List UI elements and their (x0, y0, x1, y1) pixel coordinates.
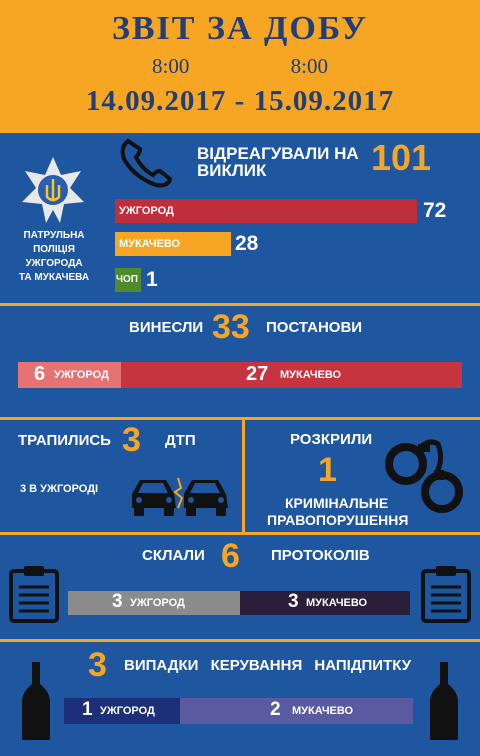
crimes-line1: КРИМІНАЛЬНЕ (285, 495, 389, 511)
time-range (0, 54, 480, 79)
resolutions-label-mukachevo: МУКАЧЕВО (280, 369, 342, 381)
protocols-label-mukachevo: МУКАЧЕВО (306, 597, 368, 609)
crimes-panel (245, 420, 480, 532)
clipboard-icon-right (420, 565, 472, 623)
drunk-driving-panel (0, 642, 480, 756)
org-label: ПАТРУЛЬНА ПОЛІЦІЯ УЖГОРОДА ТА МУКАЧЕВА (18, 230, 90, 283)
phone-icon (118, 137, 174, 189)
calls-bar-chop: ЧОП (115, 268, 141, 292)
protocols-bar-uzhhorod (68, 591, 240, 615)
resolutions-bar-mukachevo (121, 362, 462, 388)
protocols-value-mukachevo: 3 (288, 591, 299, 612)
accidents-panel (0, 420, 242, 532)
time-to: 8:00 (290, 54, 328, 78)
protocols-bar-mukachevo (240, 591, 410, 615)
resolutions-value-mukachevo: 27 (246, 363, 269, 385)
drunk-label-uzhhorod: УЖГОРОД (100, 705, 155, 717)
resolutions-prefix: ВИНЕСЛИ (129, 319, 204, 336)
calls-value-uzhhorod: 72 (423, 199, 447, 222)
accidents-suffix: ДТП (165, 432, 196, 449)
protocols-suffix: ПРОТОКОЛІВ (271, 547, 370, 564)
calls-title: ВІДРЕАГУВАЛИ НА ВИКЛИК (197, 144, 359, 180)
crimes-prefix: РОЗКРИЛИ (290, 431, 373, 448)
resolutions-total: 33 (212, 308, 250, 346)
car-crash-icon (128, 470, 232, 520)
bottle-icon-right (430, 662, 458, 740)
protocols-value-uzhhorod: 3 (112, 591, 123, 612)
drunk-value-mukachevo: 2 (270, 699, 281, 720)
police-badge-icon (18, 155, 88, 225)
calls-value-mukachevo: 28 (235, 232, 259, 255)
handcuffs-icon (382, 430, 472, 514)
resolutions-panel (0, 306, 480, 417)
date-range: 14.09.2017 - 15.09.2017 (85, 85, 395, 117)
resolutions-suffix: ПОСТАНОВИ (266, 319, 363, 336)
accidents-detail: 3 В УЖГОРОДІ (20, 483, 99, 495)
protocols-label-uzhhorod: УЖГОРОД (130, 597, 185, 609)
crimes-line2: ПРАВОПОРУШЕННЯ (267, 512, 409, 528)
bottle-icon-left (22, 662, 50, 740)
drunk-total: 3 (88, 646, 107, 684)
protocols-panel (0, 535, 480, 639)
accidents-total: 3 (122, 421, 141, 459)
drunk-bar-mukachevo (180, 698, 413, 724)
time-from: 8:00 (152, 54, 190, 78)
calls-panel (0, 133, 480, 303)
drunk-value-uzhhorod: 1 (82, 699, 93, 720)
header (0, 0, 480, 130)
crimes-total: 1 (318, 451, 337, 489)
calls-value-chop: 1 (146, 268, 158, 291)
calls-bar-uzhhorod: УЖГОРОД (115, 199, 417, 223)
calls-bar-mukachevo: МУКАЧЕВО (115, 232, 231, 256)
resolutions-value-uzhhorod: 6 (34, 363, 46, 385)
drunk-text: ВИПАДКИ КЕРУВАННЯ НАПІДПИТКУ (124, 657, 412, 674)
calls-total: 101 (371, 137, 432, 178)
protocols-prefix: СКЛАЛИ (142, 547, 205, 564)
accidents-prefix: ТРАПИЛИСЬ (18, 432, 111, 449)
resolutions-label-uzhhorod: УЖГОРОД (54, 369, 109, 381)
drunk-label-mukachevo: МУКАЧЕВО (292, 705, 354, 717)
report-title: ЗВІТ ЗА ДОБУ (111, 10, 369, 47)
drunk-bar-uzhhorod (64, 698, 180, 724)
protocols-total: 6 (221, 537, 240, 575)
resolutions-bar-uzhhorod (18, 362, 121, 388)
clipboard-icon-left (8, 565, 60, 623)
